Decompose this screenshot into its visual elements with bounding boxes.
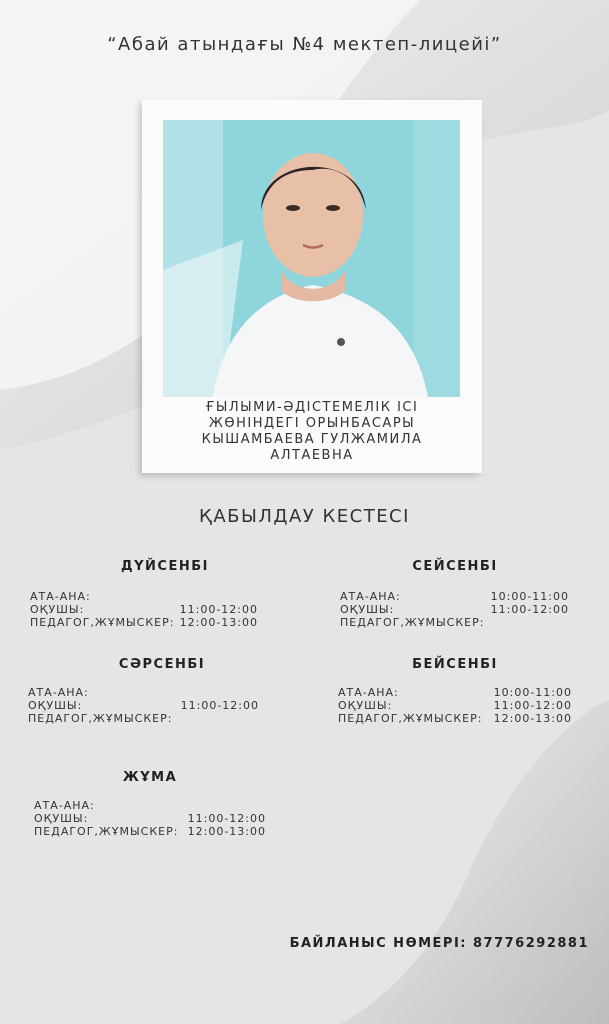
- school-title: “Абай атындағы №4 мектеп-лицейі”: [107, 34, 502, 55]
- day-title-tuesday: СЕЙСЕНБІ: [412, 559, 498, 574]
- contact-number: [290, 936, 589, 951]
- day-title-monday: ДҮЙСЕНБІ: [121, 559, 209, 574]
- caption-line: ҒЫЛЫМИ-ӘДІСТЕМЕЛІК ІСІ: [205, 400, 419, 415]
- person-caption: [142, 400, 482, 464]
- contact-phone: 87776292881: [473, 936, 589, 951]
- day-title-friday: ЖҰМА: [122, 770, 178, 785]
- caption-line: КЫШАМБАЕВА ГУЛЖАМИЛА: [201, 432, 423, 447]
- contact-label: БАЙЛАНЫС НӨМЕРІ:: [289, 936, 467, 951]
- day-title-wednesday: СӘРСЕНБІ: [118, 657, 206, 672]
- caption-line: АЛТАЕВНА: [270, 448, 354, 463]
- portrait-photo: [163, 120, 460, 397]
- schedule-title: ҚАБЫЛДАУ КЕСТЕСІ: [199, 506, 410, 527]
- caption-line: ЖӨНІНДЕГІ ОРЫНБАСАРЫ: [208, 416, 416, 431]
- day-title-thursday: БЕЙСЕНБІ: [412, 657, 498, 672]
